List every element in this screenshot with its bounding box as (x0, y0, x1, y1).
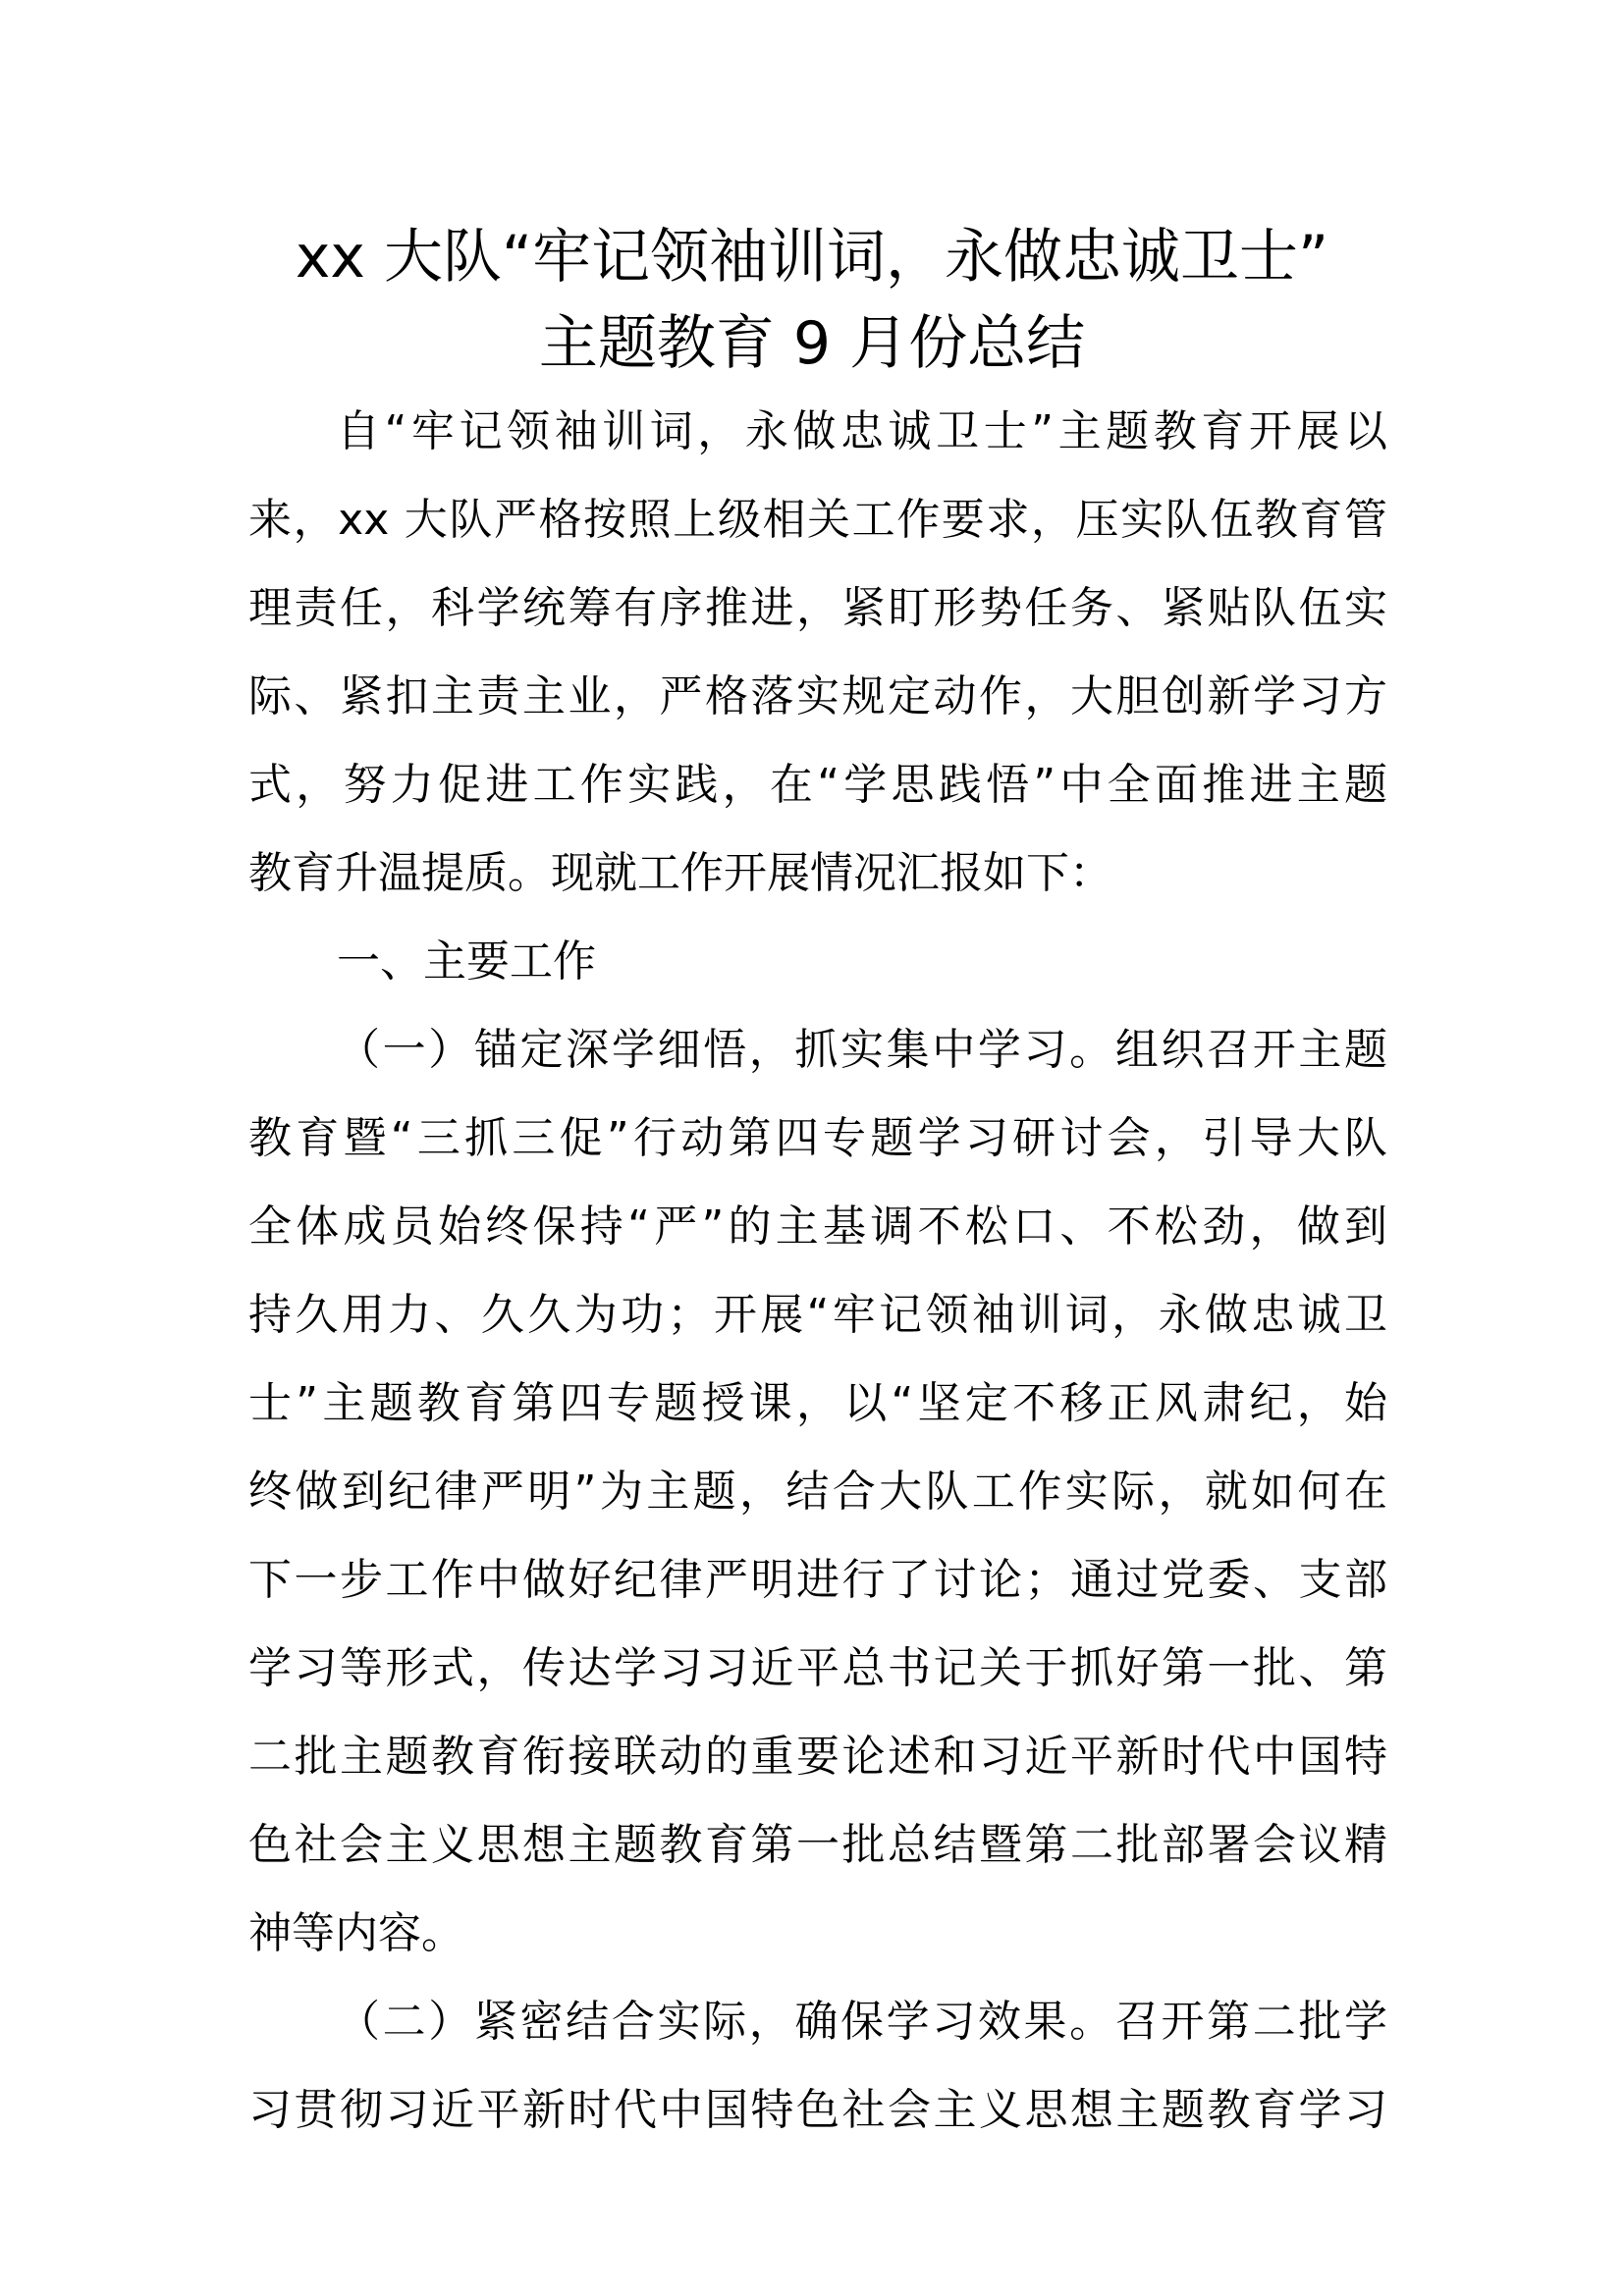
paragraph-line: 学习等形式，传达学习习近平总书记关于抓好第一批、第 (248, 1643, 1387, 1693)
paragraph-line: 习贯彻习近平新时代中国特色社会主义思想主题教育学习 (248, 2085, 1387, 2135)
paragraph-line: 教育升温提质。现就工作开展情况汇报如下： (248, 848, 1112, 898)
paragraph-line: 持久用力、久久为功；开展“牢记领袖训词，永做忠诚卫 (248, 1290, 1387, 1340)
paragraph-line: 全体成员始终保持“严”的主基调不松口、不松劲，做到 (248, 1201, 1387, 1252)
paragraph-line: 神等内容。 (248, 1908, 464, 1958)
document-title-line-1: xx 大队“牢记领袖训词，永做忠诚卫士” (295, 223, 1329, 292)
paragraph-line: 来，xx 大队严格按照上级相关工作要求，压实队伍教育管 (248, 495, 1387, 545)
paragraph-line: 士”主题教育第四专题授课，以“坚定不移正风肃纪，始 (248, 1378, 1387, 1428)
section-heading: 一、主要工作 (337, 936, 596, 987)
paragraph-line: 际、紧扣主责主业，严格落实规定动作，大胆创新学习方 (248, 671, 1387, 721)
paragraph-line: 教育暨“三抓三促”行动第四专题学习研讨会，引导大队 (248, 1113, 1387, 1163)
paragraph-line: 理责任，科学统筹有序推进，紧盯形势任务、紧贴队伍实 (248, 583, 1387, 633)
paragraph-line: 下一步工作中做好纪律严明进行了讨论；通过党委、支部 (248, 1555, 1387, 1605)
paragraph-line: 色社会主义思想主题教育第一批总结暨第二批部署会议精 (248, 1820, 1387, 1870)
paragraph-line: 式，努力促进工作实践，在“学思践悟”中全面推进主题 (248, 760, 1387, 810)
paragraph-line: 终做到纪律严明”为主题，结合大队工作实际，就如何在 (248, 1467, 1387, 1517)
paragraph-line: 自“牢记领袖训词，永做忠诚卫士”主题教育开展以 (337, 406, 1387, 456)
document-title-line-2: 主题教育 9 月份总结 (538, 309, 1086, 378)
paragraph-line: （二）紧密结合实际，确保学习效果。召开第二批学 (337, 1997, 1387, 2047)
paragraph-line: 二批主题教育衔接联动的重要论述和习近平新时代中国特 (248, 1732, 1387, 1782)
paragraph-line: （一）锚定深学细悟，抓实集中学习。组织召开主题 (337, 1025, 1387, 1075)
